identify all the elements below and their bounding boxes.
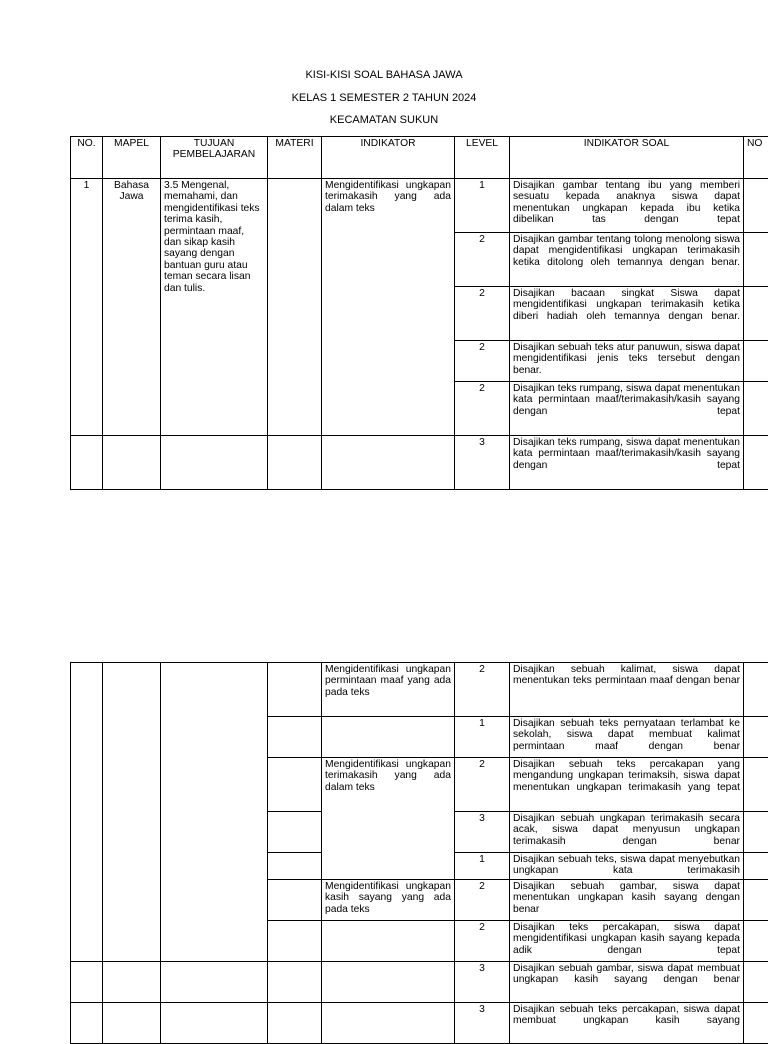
- header-indikator-soal: INDIKATOR SOAL: [510, 137, 744, 179]
- cell-level: 1: [455, 717, 510, 758]
- cell-indikator: [322, 1003, 455, 1044]
- cell-level: 3: [455, 812, 510, 853]
- cell-no: [71, 436, 103, 490]
- cell-mapel: [103, 436, 161, 490]
- cell-materi: [268, 853, 322, 880]
- cell-indikator: [322, 921, 455, 962]
- cell-indikator-soal: Disajikan teks rumpang, siswa dapat menentukan kata permintaan maaf/terimakasih/kasih sayang dengan tepat: [510, 382, 744, 436]
- cell-level: 3: [455, 1003, 510, 1044]
- cell-no-soal: [744, 717, 768, 758]
- cell-no: [71, 1003, 103, 1044]
- cell-indikator-soal: Disajikan sebuah teks, siswa dapat menyebutkan ungkapan kata terimakasih: [510, 853, 744, 880]
- cell-indikator-soal: Disajikan sebuah teks percakapan yang mengandung ungkapan terimaksih, siswa dapat menentukan ungkapan terimakasih yang tepat: [510, 758, 744, 812]
- cell-indikator-soal: Disajikan gambar tentang tolong menolong siswa dapat mengidentifikasi ungkapan terimakasih ketika ditolong oleh temannya dengan benar.: [510, 233, 744, 287]
- cell-no-soal: [744, 880, 768, 921]
- cell-tujuan: [161, 1003, 268, 1044]
- header-no: NO.: [71, 137, 103, 179]
- cell-indikator: Mengidentifikasi ungkapan terimakasih yang ada dalam teks: [322, 179, 455, 436]
- table-row: [71, 179, 768, 233]
- kisi-kisi-table-page-1: [70, 136, 768, 490]
- cell-no-soal: [744, 758, 768, 812]
- cell-indikator: Mengidentifikasi ungkapan permintaan maaf yang ada pada teks: [322, 663, 455, 717]
- document-subtitle-district: KECAMATAN SUKUN: [0, 114, 768, 127]
- cell-level: 3: [455, 436, 510, 490]
- cell-level: 2: [455, 341, 510, 382]
- cell-indikator-soal: Disajikan sebuah gambar, siswa dapat membuat ungkapan kasih sayang dengan benar: [510, 962, 744, 1003]
- cell-indikator-soal: Disajikan sebuah kalimat, siswa dapat menentukan teks permintaan maaf dengan benar: [510, 663, 744, 717]
- cell-materi: [268, 1003, 322, 1044]
- cell-indikator: [322, 436, 455, 490]
- document-subtitle-class: KELAS 1 SEMESTER 2 TAHUN 2024: [0, 92, 768, 105]
- header-indikator: INDIKATOR: [322, 137, 455, 179]
- cell-level: 1: [455, 179, 510, 233]
- table-row: [71, 663, 768, 717]
- cell-indikator-soal: Disajikan teks percakapan, siswa dapat mengidentifikasi ungkapan kasih sayang kepada adik dengan tepat: [510, 921, 744, 962]
- cell-no-soal: [744, 341, 768, 382]
- header-tujuan: TUJUAN PEMBELAJARAN: [161, 137, 268, 179]
- header-no-soal: NO: [744, 137, 768, 179]
- cell-no-soal: [744, 382, 768, 436]
- cell-mapel: [103, 1003, 161, 1044]
- cell-no-soal: [744, 962, 768, 1003]
- cell-no-soal: [744, 921, 768, 962]
- cell-no-soal: [744, 853, 768, 880]
- cell-indikator: [322, 962, 455, 1003]
- cell-indikator: [322, 717, 455, 758]
- cell-indikator: Mengidentifikasi ungkapan terimakasih yang ada dalam teks: [322, 758, 455, 880]
- cell-no-soal: [744, 287, 768, 341]
- cell-no-soal: [744, 436, 768, 490]
- cell-no-soal: [744, 663, 768, 717]
- header-level: LEVEL: [455, 137, 510, 179]
- cell-tujuan: 3.5 Mengenal, memahami, dan mengidentifikasi teks terima kasih, permintaan maaf, dan sikap kasih sayang dengan bantuan guru atau teman secara lisan dan tulis.: [161, 179, 268, 436]
- cell-mapel: [103, 962, 161, 1003]
- cell-level: 2: [455, 663, 510, 717]
- table-row: [71, 436, 768, 490]
- cell-no: 1: [71, 179, 103, 436]
- cell-materi: [268, 436, 322, 490]
- cell-level: 2: [455, 233, 510, 287]
- header-materi: MATERI: [268, 137, 322, 179]
- cell-indikator-soal: Disajikan sebuah gambar, siswa dapat menentukan ungkapan kasih sayang dengan benar: [510, 880, 744, 921]
- header-row: [71, 137, 768, 179]
- cell-level: 2: [455, 880, 510, 921]
- table-row: [71, 962, 768, 1003]
- document-title: KISI-KISI SOAL BAHASA JAWA: [0, 69, 768, 82]
- cell-level: 2: [455, 921, 510, 962]
- table-row: [71, 1003, 768, 1044]
- cell-no-soal: [744, 233, 768, 287]
- cell-materi: [268, 179, 322, 436]
- kisi-kisi-table-page-2: [70, 662, 768, 1044]
- cell-materi: [268, 663, 322, 717]
- cell-no: [71, 962, 103, 1003]
- cell-no: [71, 663, 103, 962]
- cell-tujuan: [161, 962, 268, 1003]
- header-mapel: MAPEL: [103, 137, 161, 179]
- cell-materi: [268, 758, 322, 812]
- cell-level: 2: [455, 382, 510, 436]
- cell-mapel: Bahasa Jawa: [103, 179, 161, 436]
- cell-indikator-soal: Disajikan bacaan singkat Siswa dapat mengidentifikasi ungkapan terimakasih ketika diberi hadiah oleh temannya dengan benar.: [510, 287, 744, 341]
- cell-tujuan: [161, 663, 268, 962]
- cell-indikator-soal: Disajikan gambar tentang ibu yang memberi sesuatu kepada anaknya siswa dapat menentukan ungkapan kepada ibu ketika dibelikan tas dengan tepat: [510, 179, 744, 233]
- cell-indikator-soal: Disajikan sebuah ungkapan terimakasih secara acak, siswa dapat menyusun ungkapan terimakasih dengan benar: [510, 812, 744, 853]
- cell-indikator-soal: Disajikan sebuah teks atur panuwun, siswa dapat mengidentifikasi jenis teks tersebut dengan benar.: [510, 341, 744, 382]
- cell-materi: [268, 717, 322, 758]
- cell-indikator-soal: Disajikan sebuah teks pernyataan terlambat ke sekolah, siswa dapat membuat kalimat permintaan maaf dengan benar: [510, 717, 744, 758]
- cell-tujuan: [161, 436, 268, 490]
- cell-no-soal: [744, 179, 768, 233]
- cell-materi: [268, 812, 322, 853]
- cell-level: 3: [455, 962, 510, 1003]
- cell-materi: [268, 921, 322, 962]
- cell-no-soal: [744, 1003, 768, 1044]
- cell-indikator-soal: Disajikan teks rumpang, siswa dapat menentukan kata permintaan maaf/terimakasih/kasih sayang dengan tepat: [510, 436, 744, 490]
- cell-indikator-soal: Disajikan sebuah teks percakapan, siswa dapat membuat ungkapan kasih sayang: [510, 1003, 744, 1044]
- cell-no-soal: [744, 812, 768, 853]
- cell-materi: [268, 880, 322, 921]
- cell-level: 2: [455, 758, 510, 812]
- cell-indikator: Mengidentifikasi ungkapan kasih sayang yang ada pada teks: [322, 880, 455, 921]
- cell-materi: [268, 962, 322, 1003]
- cell-level: 2: [455, 287, 510, 341]
- cell-level: 1: [455, 853, 510, 880]
- cell-mapel: [103, 663, 161, 962]
